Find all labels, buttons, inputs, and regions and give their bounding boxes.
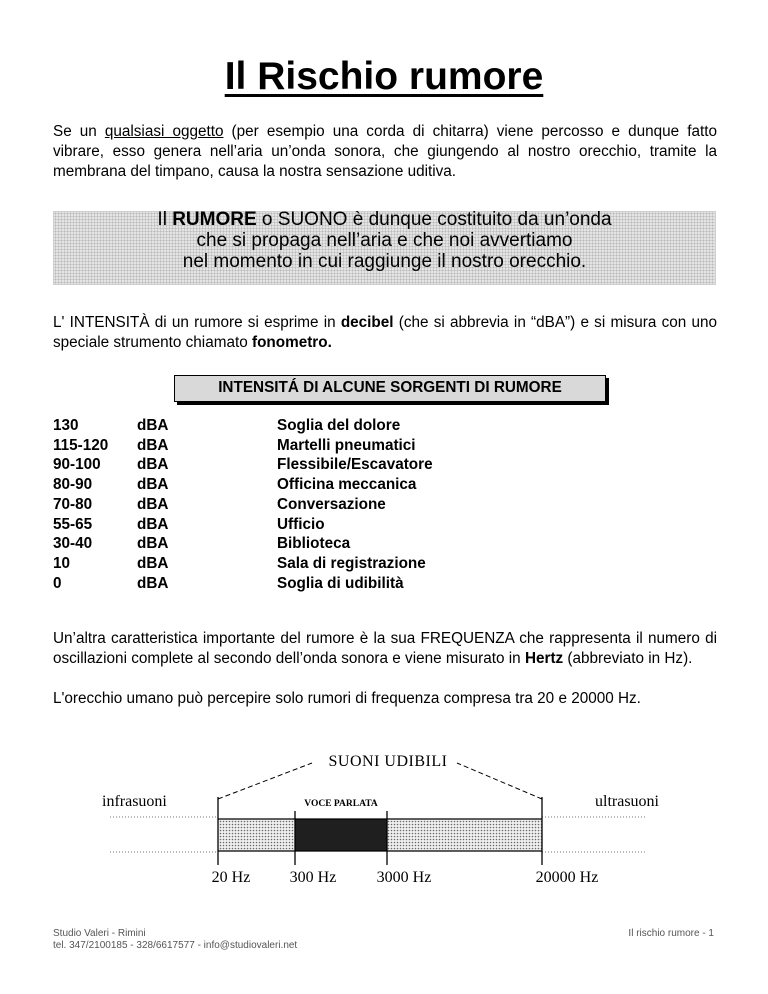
table-row — [53, 554, 553, 574]
intensity-fonometro: fonometro. — [251, 334, 332, 351]
intensity-paragraph — [53, 313, 717, 353]
row-source: Conversazione — [277, 495, 386, 513]
row-source: Martelli pneumatici — [277, 436, 416, 454]
row-level: 30-40 — [53, 535, 93, 553]
row-unit: dBA — [137, 535, 169, 553]
row-source: Soglia del dolore — [277, 417, 401, 434]
footer-studio: Studio Valeri - Rimini — [53, 928, 146, 939]
row-level: 115-120 — [53, 436, 109, 454]
hearing-range-paragraph: L'orecchio umano può percepire solo rumori di frequenza compresa tra 20 e 20000 Hz. — [53, 690, 641, 707]
intro-paragraph — [53, 122, 717, 182]
footer-left — [53, 928, 297, 952]
tick-label: 300 Hz — [289, 869, 337, 886]
table-title: INTENSITÁ DI ALCUNE SORGENTI DI RUMORE — [174, 375, 606, 402]
row-level: 70-80 — [53, 495, 93, 513]
row-source: Sala di registrazione — [277, 554, 426, 572]
row-level: 55-65 — [53, 515, 93, 533]
frequency-text-a: Un’altra caratteristica importante del rumore è la sua FREQUENZA che rappresenta il numero di oscillazioni complete al secondo dell’onda sonora e viene misurato in — [53, 630, 717, 667]
ultrasound-label: ultrasuoni — [595, 793, 659, 810]
tick-label: 3000 Hz — [376, 869, 432, 886]
row-unit: dBA — [137, 436, 169, 454]
table-row — [53, 515, 553, 535]
intensity-decibel: decibel — [340, 314, 394, 331]
highlight-box — [53, 211, 716, 285]
intro-underlined-text: qualsiasi oggetto — [104, 123, 224, 140]
row-level: 90-100 — [53, 456, 101, 474]
audible-label: SUONI UDIBILI — [328, 753, 448, 770]
highlight-line-1-post: o SUONO è dunque costituito da un’onda — [256, 209, 612, 230]
frequency-paragraph — [53, 629, 717, 669]
row-unit: dBA — [137, 515, 169, 533]
highlight-line-2: che si propaga nell’aria e che noi avvertiamo — [196, 230, 573, 251]
intro-text-start: Se un — [53, 123, 105, 140]
row-source: Biblioteca — [277, 535, 351, 553]
audible-left-flare — [218, 763, 312, 799]
highlight-rumore: RUMORE — [172, 209, 257, 230]
row-level: 80-90 — [53, 476, 93, 494]
table-row — [53, 475, 553, 495]
frequency-hertz: Hertz — [524, 650, 564, 667]
highlight-line-3: nel momento in cui raggiunge il nostro orecchio. — [182, 251, 587, 272]
footer-contacts: tel. 347/2100185 - 328/6617577 - info@studiovaleri.net — [53, 940, 298, 951]
tick-label: 20000 Hz — [535, 869, 599, 886]
row-unit: dBA — [137, 476, 169, 494]
voice-band — [295, 819, 387, 851]
intro-text-end: (per esempio una corda di chitarra) viene percosso e dunque fatto vibrare, esso genera nell’aria un’onda sonora, che giungendo al nostro orecchio, tramite la membrana del timpano, causa la nostra sensazione uditiva. — [53, 123, 717, 180]
row-unit: dBA — [137, 554, 169, 572]
row-level: 10 — [53, 554, 71, 572]
highlight-line-1-pre: Il — [157, 209, 173, 230]
table-row — [53, 436, 553, 456]
row-level: 0 — [53, 574, 62, 592]
row-source: Ufficio — [277, 515, 325, 533]
footer-page-number: Il rischio rumore - 1 — [628, 928, 714, 939]
table-row — [53, 574, 553, 594]
table-row — [53, 534, 553, 554]
row-source: Flessibile/Escavatore — [277, 456, 433, 474]
tick-label: 20 Hz — [211, 869, 251, 886]
frequency-text-c: (abbreviato in Hz). — [563, 650, 693, 667]
audible-right-flare — [457, 763, 542, 799]
table-row — [53, 495, 553, 515]
table-row — [53, 455, 553, 475]
table-row — [53, 416, 553, 436]
infrasound-label: infrasuoni — [102, 793, 167, 810]
row-source: Soglia di udibilità — [277, 574, 404, 592]
audible-range-diagram — [90, 745, 680, 895]
row-level: 130 — [53, 417, 79, 434]
page-title: Il Rischio rumore — [224, 55, 544, 98]
row-unit: dBA — [137, 456, 169, 474]
intensity-text-c: (che si abbrevia in “dBA”) e si misura con uno speciale strumento chiamato — [53, 314, 717, 351]
row-unit: dBA — [137, 495, 169, 513]
intensity-text-a: L' INTENSITÀ di un rumore si esprime in — [53, 314, 341, 331]
row-unit: dBA — [137, 417, 169, 434]
voice-label: VOCE PARLATA — [304, 799, 378, 809]
row-unit: dBA — [137, 574, 169, 592]
row-source: Officina meccanica — [277, 476, 417, 494]
